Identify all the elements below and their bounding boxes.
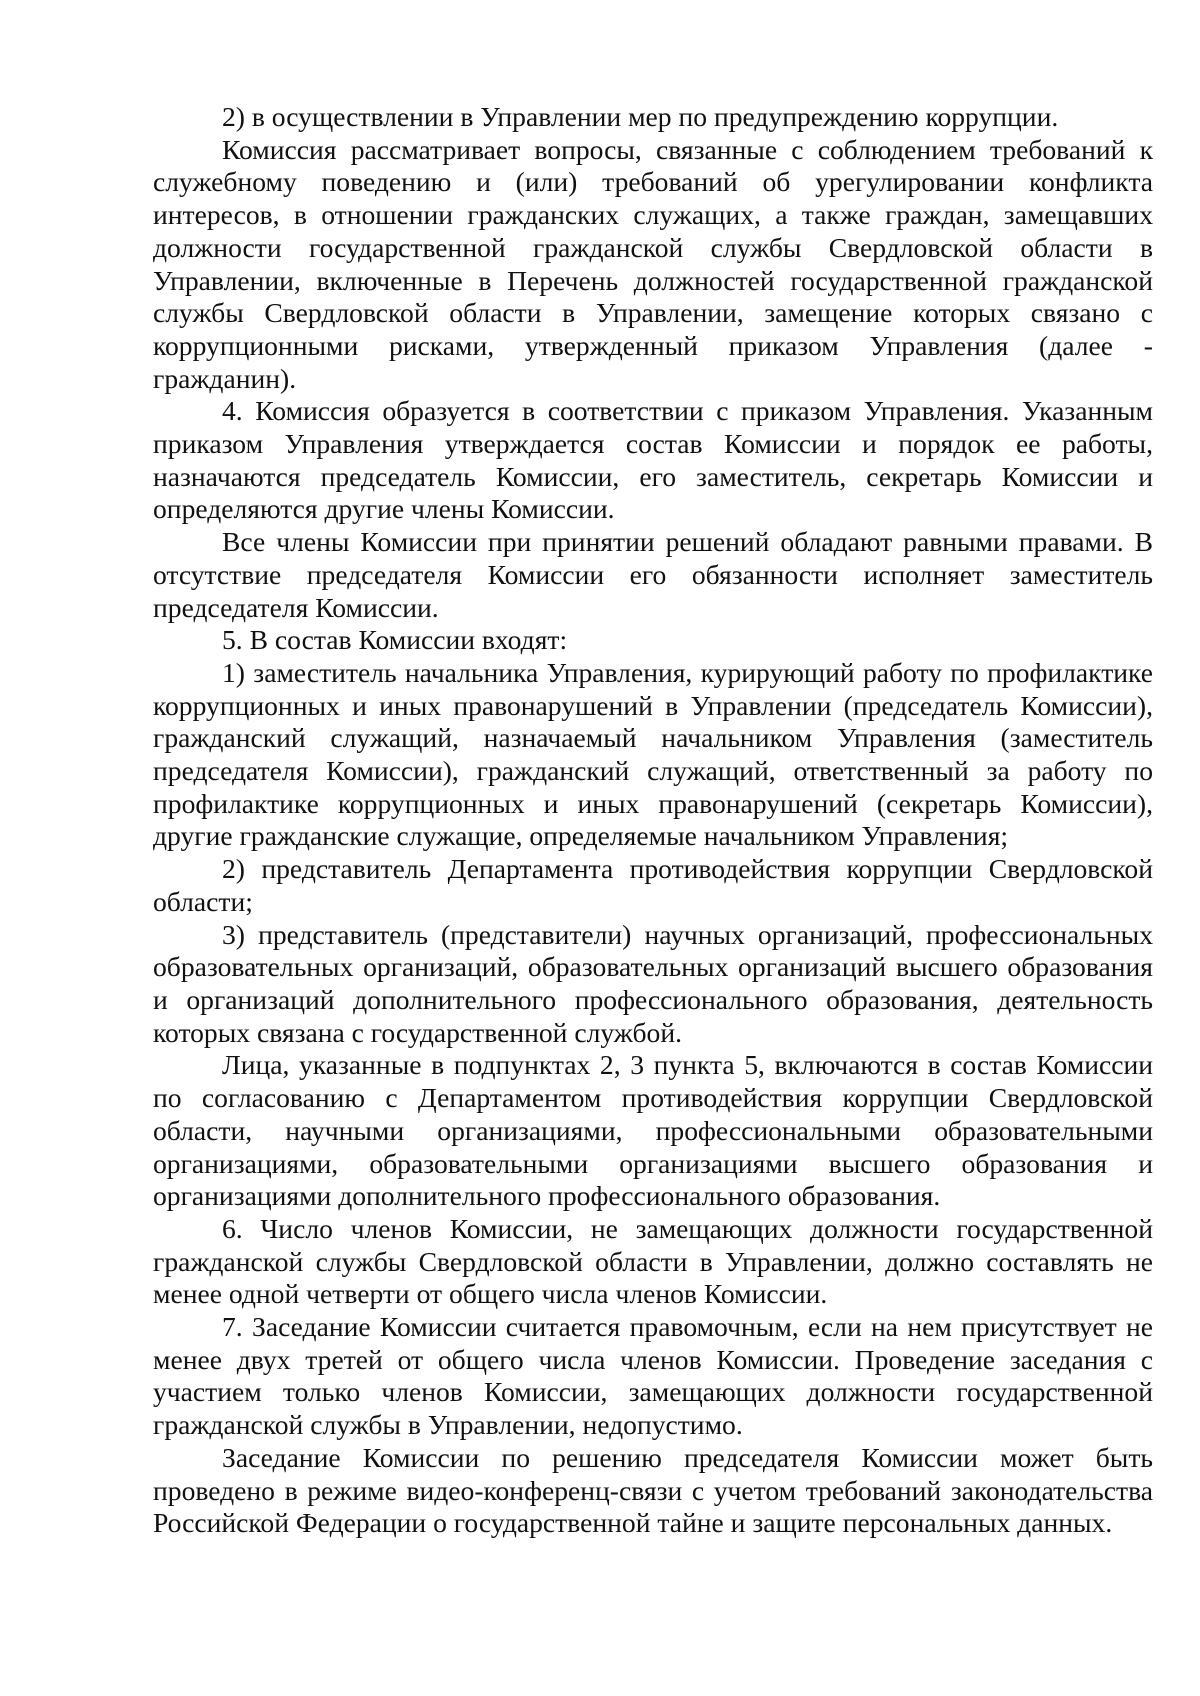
paragraph-section-5: 5. В состав Комиссии входят: [222, 624, 568, 656]
paragraph-section-6: 6. Число членов Комиссии, не замещающих должности государственной гражданской службы Свердловской области в Управлении, должно составлять не менее одной четверти от общего числа членов Комиссии. [153, 1212, 1153, 1310]
document-page [153, 101, 1153, 1540]
paragraph-section-7: 7. Заседание Комиссии считается правомочным, если на нем присутствует не менее двух третей от общего числа членов Комиссии. Проведение заседания с участием только членов Комиссии, замещающих должности государственной гражданской службы в Управлении, недопустимо. [153, 1311, 1153, 1441]
paragraph-section-4: 4. Комиссия образуется в соответствии с приказом Управления. Указанным приказом Управления утверждается состав Комиссии и порядок ее работы, назначаются председатель Комиссии, его заместитель, секретарь Комиссии и определяются другие члены Комиссии. [153, 395, 1153, 525]
paragraph-item-5-3: 3) представитель (представители) научных организаций, профессиональных образовательных организаций, образовательных организаций высшего образования и организаций дополнительного профессионального образования, деятельность которых связана с государственной службой. [153, 918, 1153, 1048]
paragraph-commission-scope: Комиссия рассматривает вопросы, связанные с соблюдением требований к служебному поведению и (или) требований об урегулировании конфликта интересов, в отношении гражданских служащих, а также граждан, замещавших должности государственной гражданской службы Свердловской области в Управлении, включенные в Перечень должностей государственной гражданской службы Свердловской области в Управлении, замещение которых связано с коррупционными рисками, утвержденный приказом Управления (далее - гражданин). [153, 133, 1153, 394]
paragraph-equal-rights: Все члены Комиссии при принятии решений обладают равными правами. В отсутствие председателя Комиссии его обязанности исполняет заместитель председателя Комиссии. [153, 526, 1153, 623]
paragraph-item-2: 2) в осуществлении в Управлении мер по предупреждению коррупции. [222, 101, 1059, 132]
paragraph-video-conference: Заседание Комиссии по решению председателя Комиссии может быть проведено в режиме видео-конференц-связи с учетом требований законодательства Российской Федерации о государственной тайне и защите персональных данных. [153, 1441, 1153, 1539]
paragraph-item-5-1: 1) заместитель начальника Управления, курирующий работу по профилактике коррупционных и иных правонарушений в Управлении (председатель Комиссии), гражданский служащий, назначаемый начальником Управления (заместитель председателя Комиссии), гражданский служащий, ответственный за работу по профилактике коррупционных и иных правонарушений (секретарь Комиссии), другие гражданские служащие, определяемые начальником Управления; [153, 656, 1153, 852]
paragraph-persons-agreement: Лица, указанные в подпунктах 2, 3 пункта 5, включаются в состав Комиссии по согласованию с Департаментом противодействия коррупции Свердловской области, научными организациями, профессиональными образовательными организациями, образовательными организациями высшего образования и организациями дополнительного профессионального образования. [153, 1049, 1153, 1212]
paragraph-item-5-2: 2) представитель Департамента противодействия коррупции Свердловской области; [153, 853, 1153, 917]
